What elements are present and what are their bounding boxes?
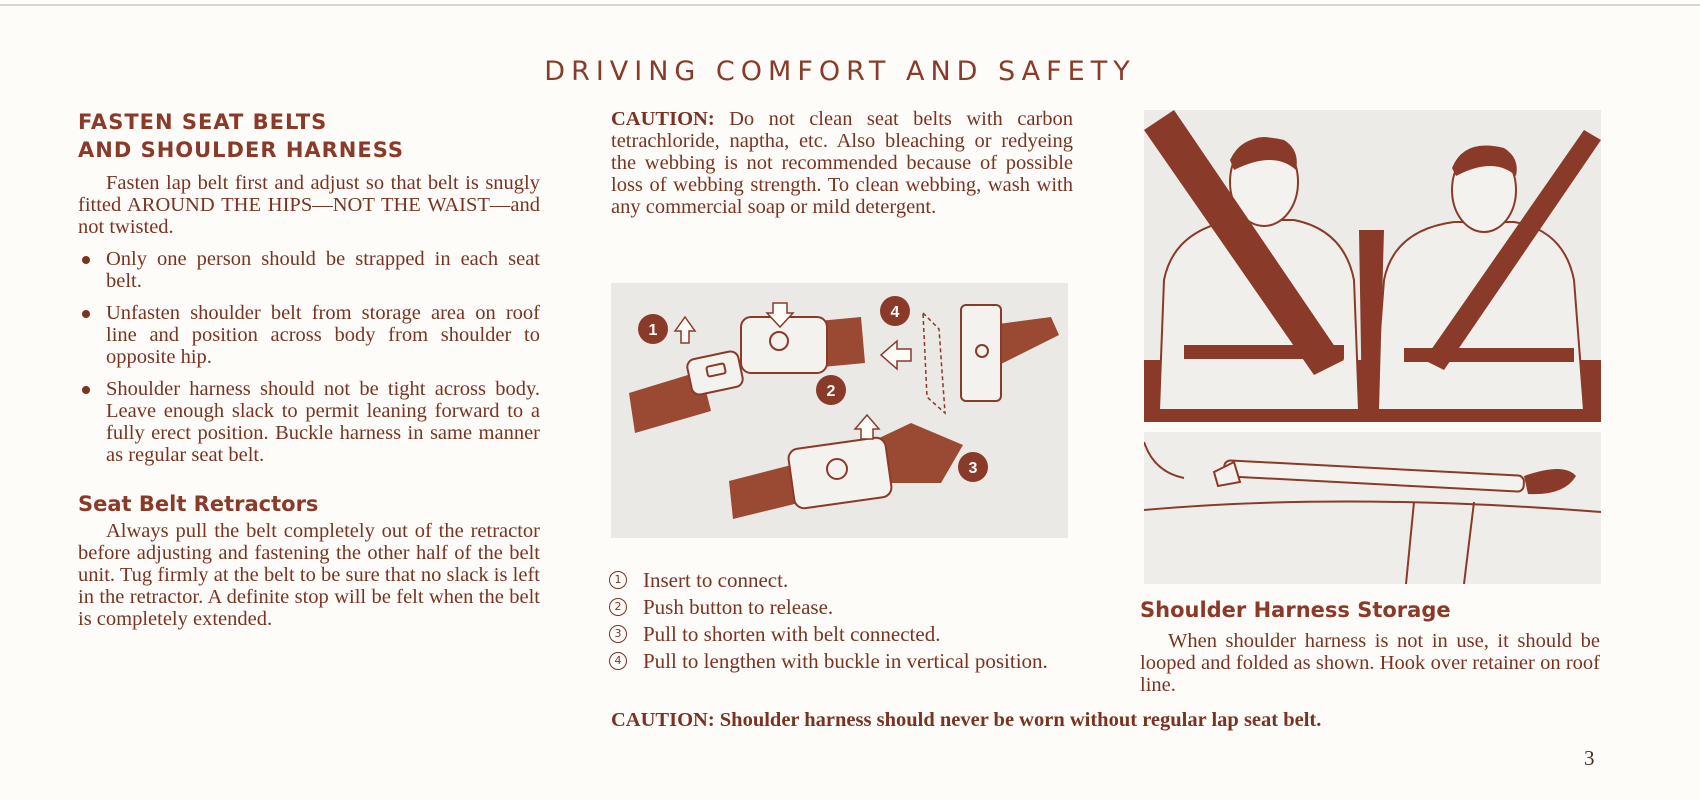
storage-illustration — [1144, 432, 1601, 584]
marker-3: 3 — [968, 460, 978, 477]
arrow-up-small-icon — [855, 415, 879, 439]
buckle-body-2 — [741, 317, 827, 373]
step-list — [607, 568, 1077, 676]
step-number: 3 — [609, 625, 627, 643]
harness-end — [1524, 469, 1576, 494]
step-text: Insert to connect. — [643, 568, 789, 592]
marker-4: 4 — [890, 304, 900, 321]
folded-harness — [1224, 460, 1524, 492]
bullet-item: Shoulder harness should not be tight across body. Leave enough slack to permit leaning forward to a fully erect position. Buckle harness in same manner as regular seat belt. — [78, 378, 540, 466]
pillar-line-2 — [1464, 502, 1474, 584]
storage-drawing — [1144, 432, 1601, 584]
fasten-heading — [78, 108, 540, 164]
step-text: Pull to shorten with belt connected. — [643, 622, 941, 646]
step-number: 1 — [609, 571, 627, 589]
buckle-diagram — [611, 283, 1068, 538]
roof-line — [1144, 501, 1601, 512]
step-item — [607, 649, 1077, 673]
caution-text: Do not clean seat belts with carbon tetrachloride, naptha, etc. Also bleaching or redyeing the webbing is not recommended because of possible loss of webbing strength. To clean webbing, wash with any commercial soap or mild detergent. — [611, 108, 1073, 218]
right-lap-belt — [1404, 348, 1574, 362]
harness-caution: CAUTION: Shoulder harness should never be worn without regular lap seat belt. — [611, 709, 1322, 731]
step-item — [607, 622, 1077, 646]
step-item — [607, 595, 1077, 619]
page-title: DRIVING COMFORT AND SAFETY — [544, 56, 1136, 87]
fasten-heading-line1: FASTEN SEAT BELTS — [78, 110, 328, 134]
bullet-item: Only one person should be strapped in each seat belt. — [78, 248, 540, 292]
bullet-item: Unfasten shoulder belt from storage area on roof line and position across body from shoulder to opposite hip. — [78, 302, 540, 368]
fasten-heading-line2: AND SHOULDER HARNESS — [78, 138, 405, 162]
step-number: 4 — [609, 652, 627, 670]
storage-text: When shoulder harness is not in use, it should be looped and folded as shown. Hook over retainer on roof line. — [1140, 630, 1600, 696]
buckle-body-3 — [787, 436, 892, 509]
storage-heading: Shoulder Harness Storage — [1140, 598, 1451, 622]
marker-1: 1 — [648, 322, 658, 339]
top-rule — [0, 4, 1700, 6]
fasten-intro: Fasten lap belt first and adjust so that belt is snugly fitted AROUND THE HIPS—NOT THE WAIST—and not twisted. — [78, 172, 540, 238]
cleaning-caution — [611, 108, 1073, 218]
retractors-text: Always pull the belt completely out of the retractor before adjusting and fastening the other half of the belt unit. Tug firmly at the belt to be sure that no slack is left in the retractor. A definite stop will be felt when the belt is completely extended. — [78, 520, 540, 630]
passengers-drawing — [1144, 110, 1601, 422]
left-column — [78, 108, 540, 630]
step-text: Pull to lengthen with buckle in vertical position. — [643, 649, 1048, 673]
step-text: Push button to release. — [643, 595, 834, 619]
left-lap-belt — [1184, 345, 1344, 359]
pillar-line-1 — [1406, 502, 1414, 584]
caution-label: CAUTION: — [611, 108, 715, 130]
arrow-left-icon — [881, 341, 911, 369]
roof-edge — [1144, 442, 1184, 478]
fasten-bullet-list — [78, 248, 540, 466]
tongue-plate — [686, 350, 744, 396]
step-item — [607, 568, 1077, 592]
dashed-outline — [923, 313, 945, 413]
buckle-vertical — [961, 305, 1001, 401]
marker-2: 2 — [826, 383, 836, 400]
arrow-up-icon — [675, 317, 695, 343]
retractors-heading: Seat Belt Retractors — [78, 492, 319, 516]
middle-column — [611, 108, 1073, 218]
step-number: 2 — [609, 598, 627, 616]
passengers-illustration — [1144, 110, 1601, 422]
page-number: 3 — [1584, 746, 1595, 770]
retainer-hook — [1214, 462, 1240, 486]
buckle-illustration — [611, 283, 1068, 538]
